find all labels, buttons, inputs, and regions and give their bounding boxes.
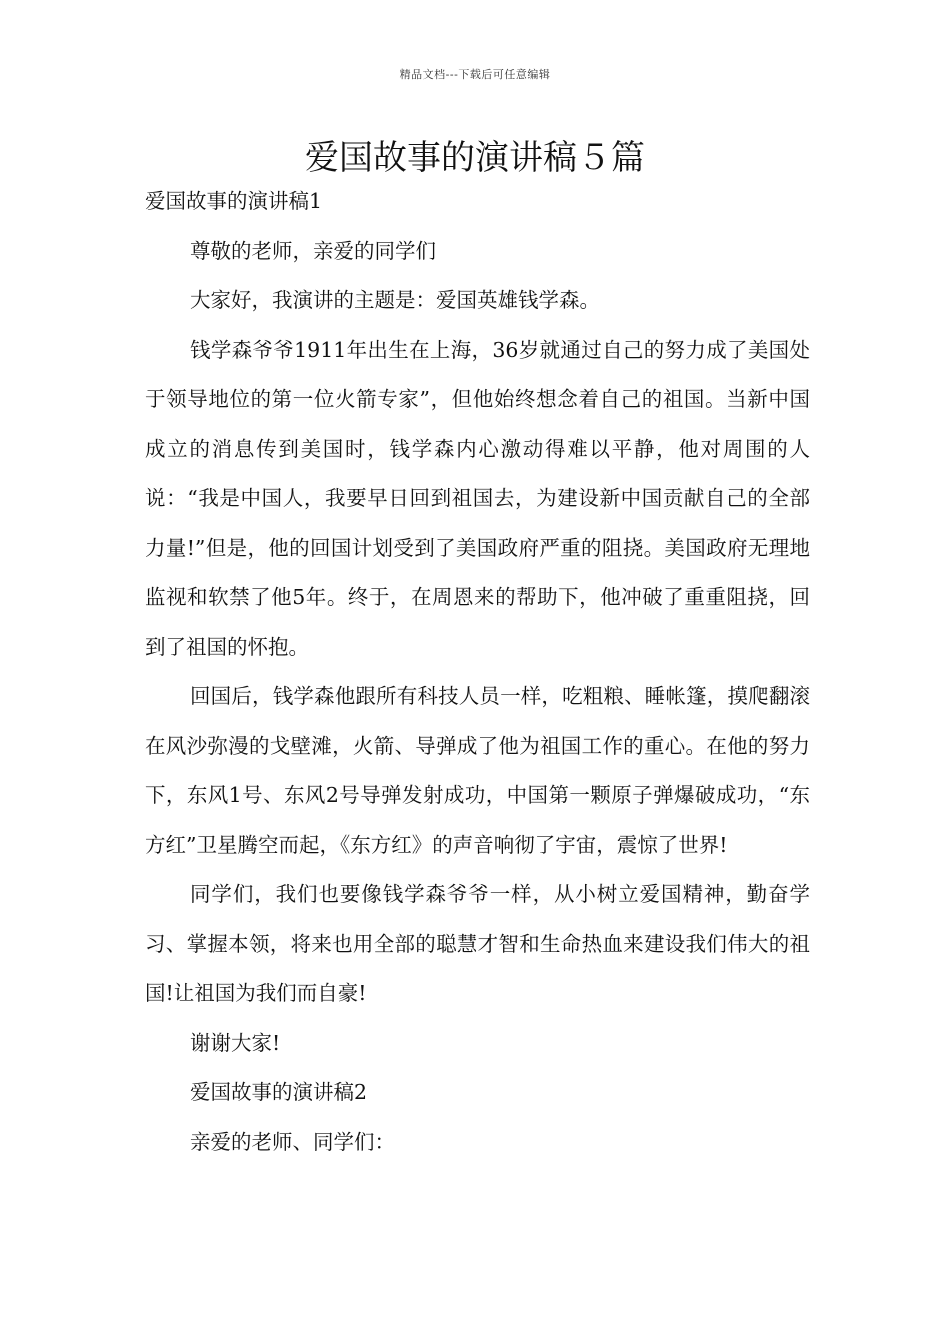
salutation-2: 亲爱的老师、同学们： [190, 1129, 395, 1154]
paragraph-story: 钱学森爷爷1911年出生在上海，36岁就通过自己的努力成了美国处于领导地位的第一位火箭专家”，但他始终想念着自己的祖国。当新中国成立的消息传到美国时，钱学森内心激动得难以平静，他对周围的人说：“我是中国人，我要早日回到祖国去，为建设新中国贡献自己的全部力量!”但是，他的回国计划受到了美国政府严重的阻挠。美国政府无理地监视和软禁了他5年。终于，在周恩来的帮助下，他冲破了重重阻挠，回到了祖国的怀抱。 [145, 337, 810, 659]
closing-thanks: 谢谢大家! [190, 1030, 281, 1055]
header-note: 精品文档---下载后可任意编辑 [399, 68, 551, 81]
paragraph-after-return: 回国后，钱学森他跟所有科技人员一样，吃粗粮、睡帐篷，摸爬翻滚在风沙弥漫的戈壁滩，火箭、导弹成了他为祖国工作的重心。在他的努力下，东风1号、东风2号导弹发射成功，中国第一颗原子弹爆破成功，“东方红”卫星腾空而起，《东方红》的声音响彻了宇宙，震惊了世界! [145, 684, 810, 857]
document-title: 爱国故事的演讲稿５篇 [305, 138, 645, 178]
section-heading-1: 爱国故事的演讲稿1 [145, 189, 323, 213]
paragraph-call-to-action: 同学们，我们也要像钱学森爷爷一样，从小树立爱国精神，勤奋学习、掌握本领，将来也用全部的聪慧才智和生命热血来建设我们伟大的祖国!让祖国为我们而自豪! [145, 882, 810, 1005]
paragraph-intro: 大家好，我演讲的主题是：爱国英雄钱学森。 [190, 288, 600, 312]
document-body [145, 177, 810, 1167]
section-heading-2: 爱国故事的演讲稿2 [190, 1080, 368, 1104]
salutation: 尊敬的老师，亲爱的同学们 [190, 238, 436, 263]
